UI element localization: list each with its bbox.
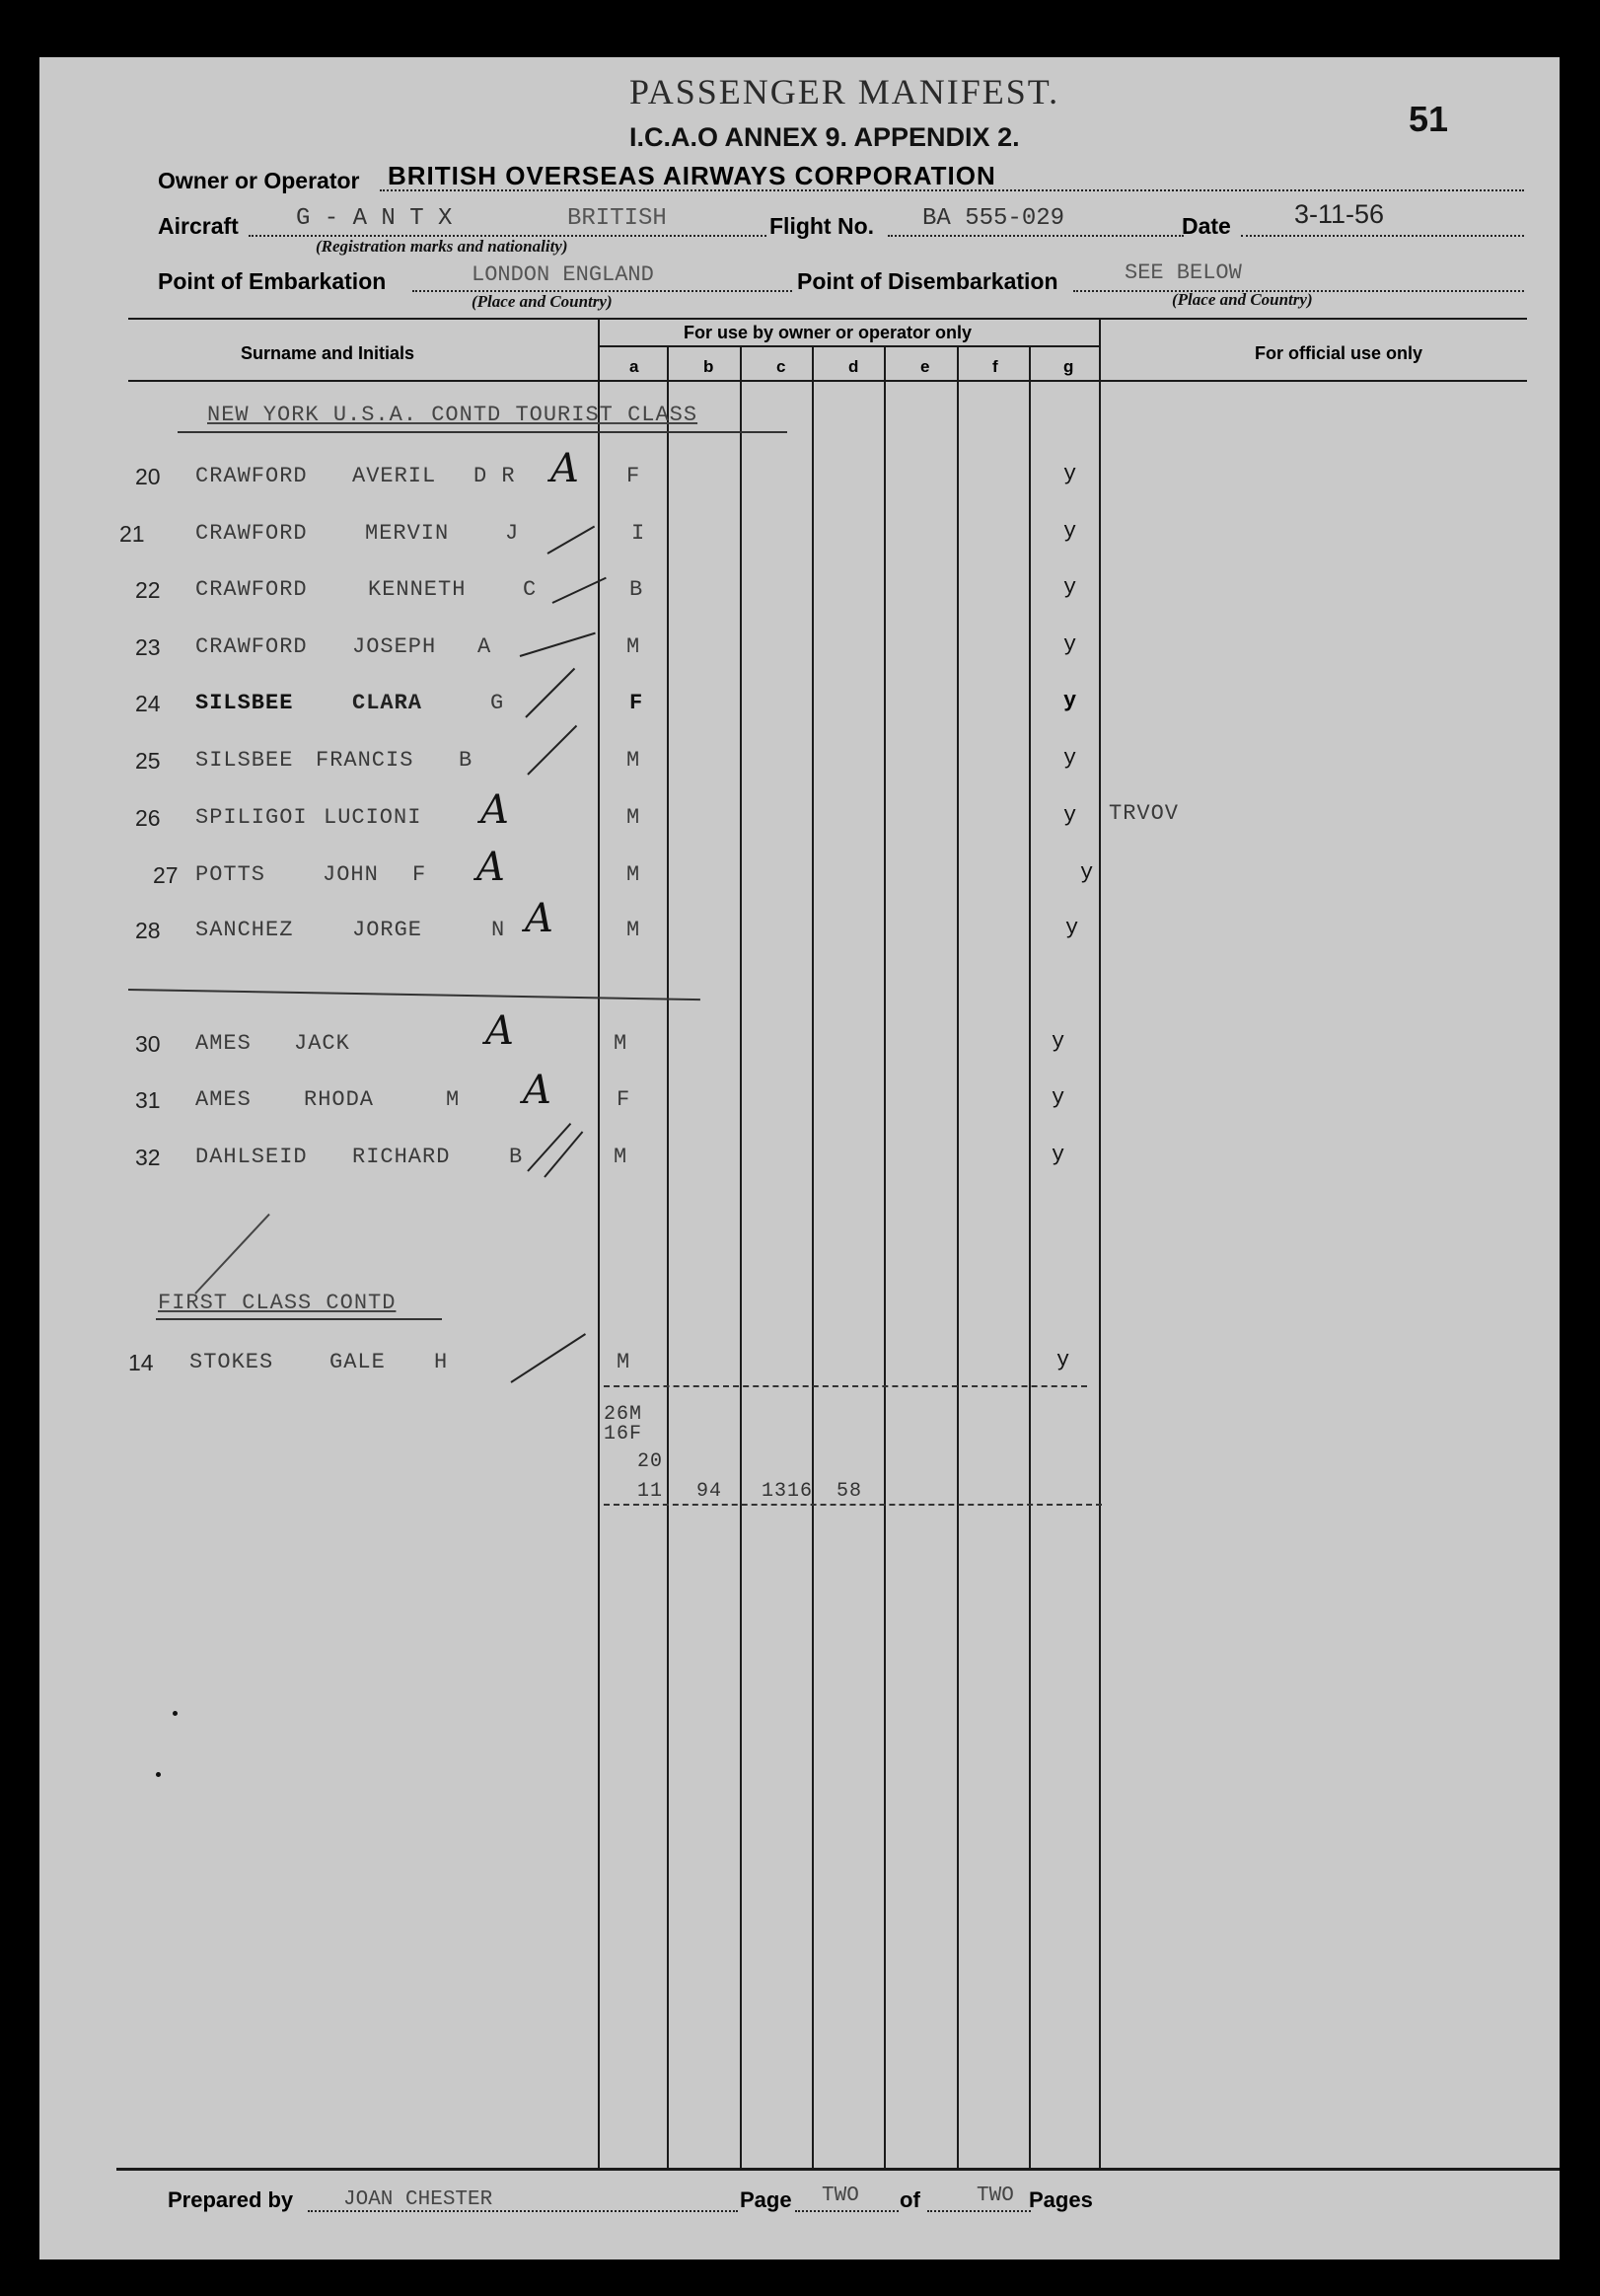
disembark-value: SEE BELOW [1125, 260, 1242, 285]
row-first-name: JOSEPH [352, 634, 437, 659]
col-rule-8 [1099, 318, 1101, 2168]
row-first-name: KENNETH [368, 577, 467, 602]
totals-col-b: 94 [696, 1480, 723, 1503]
col-rule-7 [1029, 345, 1031, 2168]
row-col-a: F [629, 691, 644, 715]
flight-line [888, 235, 1184, 237]
col-rule-2 [667, 345, 669, 2168]
of-value: TWO [977, 2185, 1014, 2207]
row-col-a: M [626, 748, 641, 773]
row-col-g: y [1052, 1085, 1066, 1110]
totals-a-sub2: 11 [637, 1480, 664, 1503]
prepared-value: JOAN CHESTER [343, 2188, 493, 2211]
first-row-number: 14 [128, 1350, 154, 1375]
aircraft-value: G - A N T X [296, 205, 453, 232]
row-col-g: y [1080, 860, 1095, 885]
row-col-g: y [1063, 575, 1078, 600]
row-col-a: M [614, 1145, 628, 1169]
row-col-a: M [626, 918, 641, 942]
flight-value: BA 555-029 [922, 205, 1065, 232]
col-e-header: e [920, 357, 930, 376]
row-surname: CRAWFORD [195, 521, 308, 546]
row-surname: SPILIGOI [195, 805, 308, 830]
table-header-bottom-rule [128, 380, 1527, 382]
aircraft-label: Aircraft [158, 213, 239, 239]
totals-dash-line [604, 1385, 1087, 1387]
stray-dot [173, 1711, 178, 1716]
row-col-a: M [614, 1031, 628, 1056]
surname-header: Surname and Initials [241, 343, 415, 363]
page-number: 51 [1409, 99, 1449, 139]
page-line [795, 2210, 899, 2212]
row-first-name: CLARA [352, 691, 423, 715]
totals-col-c: 1316 [762, 1480, 814, 1503]
row-surname: SANCHEZ [195, 918, 294, 942]
row-check-mark: A [476, 845, 505, 890]
col-g-header: g [1063, 357, 1074, 376]
row-col-g: y [1063, 689, 1078, 713]
aircraft-nationality: BRITISH [567, 205, 667, 232]
page-subtitle: I.C.A.O ANNEX 9. APPENDIX 2. [629, 122, 1020, 152]
first-row-col-a: M [617, 1350, 631, 1374]
first-row-col-g: y [1056, 1348, 1071, 1372]
row-col-a: M [626, 862, 641, 887]
row-initials: B [509, 1145, 524, 1169]
row-number: 30 [135, 1031, 161, 1057]
first-row-initials: H [434, 1350, 449, 1374]
row-col-a: F [617, 1087, 631, 1112]
row-initials: B [459, 748, 473, 773]
col-c-header: c [776, 357, 786, 376]
row-first-name: JORGE [352, 918, 423, 942]
first-row-surname: STOKES [189, 1350, 274, 1374]
row-initials: C [523, 577, 538, 602]
date-label: Date [1182, 213, 1231, 239]
row-number: 20 [135, 464, 161, 489]
row-col-a: B [629, 577, 644, 602]
embark-label: Point of Embarkation [158, 268, 387, 294]
row-check-mark: A [480, 787, 509, 833]
row-surname: SILSBEE [195, 748, 294, 773]
col-a-header: a [629, 357, 639, 376]
row-initials: A [477, 634, 492, 659]
row-number: 22 [135, 577, 161, 603]
row-initials: J [505, 521, 520, 546]
col-b-header: b [703, 357, 714, 376]
row-number: 31 [135, 1087, 161, 1113]
row-number: 25 [135, 748, 161, 774]
row-col-a: F [626, 464, 641, 488]
row-check-mark: A [525, 896, 553, 941]
footer-rule [116, 2168, 1560, 2171]
totals-dash-line-2 [604, 1504, 1102, 1506]
row-col-g: y [1063, 632, 1078, 657]
row-official-note: TRVOV [1109, 801, 1180, 826]
operator-header-rule [600, 345, 1101, 347]
row-first-name: JOHN [323, 862, 379, 887]
disembark-note: (Place and Country) [1172, 290, 1313, 309]
totals-a-sub: 20 [637, 1450, 664, 1473]
table-top-rule [128, 318, 1527, 320]
row-check-mark: A [523, 1068, 551, 1113]
registration-note: (Registration marks and nationality) [316, 237, 568, 256]
row-number: 27 [153, 862, 179, 888]
row-first-name: LUCIONI [324, 805, 422, 830]
row-col-a: I [631, 521, 646, 546]
row-surname: AMES [195, 1031, 252, 1056]
row-col-g: y [1065, 916, 1080, 940]
totals-female: 16F [604, 1423, 643, 1445]
row-first-name: RICHARD [352, 1145, 451, 1169]
date-line [1241, 235, 1524, 237]
page-value: TWO [822, 2185, 859, 2207]
row-surname: AMES [195, 1087, 252, 1112]
col-rule-4 [812, 345, 814, 2168]
col-d-header: d [848, 357, 859, 376]
row-initials: M [446, 1087, 461, 1112]
section-tourist-underline [178, 431, 787, 433]
embark-note: (Place and Country) [472, 292, 613, 311]
row-col-g: y [1063, 519, 1078, 544]
of-label: of [900, 2187, 920, 2212]
row-check-mark: A [485, 1008, 514, 1054]
row-number: 32 [135, 1145, 161, 1170]
row-col-a: M [626, 805, 641, 830]
date-value: 3-11-56 [1294, 199, 1385, 229]
page-label: Page [740, 2187, 792, 2212]
owner-value: BRITISH OVERSEAS AIRWAYS CORPORATION [388, 161, 996, 190]
row-surname: SILSBEE [195, 691, 294, 715]
col-rule-1 [598, 318, 600, 2168]
embark-value: LONDON ENGLAND [472, 262, 654, 287]
row-first-name: FRANCIS [316, 748, 414, 773]
row-col-g: y [1063, 746, 1078, 771]
col-f-header: f [992, 357, 998, 376]
row-first-name: RHODA [304, 1087, 375, 1112]
row-number: 24 [135, 691, 161, 716]
pages-label: Pages [1029, 2187, 1093, 2212]
row-col-g: y [1063, 803, 1078, 828]
row-col-g: y [1063, 462, 1078, 486]
totals-male: 26M [604, 1403, 643, 1426]
row-initials: D R [473, 464, 516, 488]
of-line [927, 2210, 1031, 2212]
row-number: 23 [135, 634, 161, 660]
owner-label: Owner or Operator [158, 168, 360, 193]
row-check-mark: A [550, 446, 579, 491]
section-first: FIRST CLASS CONTD [158, 1291, 397, 1315]
stray-dot [156, 1772, 161, 1777]
row-initials: F [412, 862, 427, 887]
row-surname: DAHLSEID [195, 1145, 308, 1169]
first-row-first-name: GALE [329, 1350, 386, 1374]
operator-header: For use by owner or operator only [684, 323, 973, 342]
prepared-label: Prepared by [168, 2187, 294, 2212]
section-tourist: NEW YORK U.S.A. CONTD TOURIST CLASS [207, 403, 698, 427]
row-initials: N [491, 918, 506, 942]
row-surname: POTTS [195, 862, 266, 887]
row-col-g: y [1052, 1029, 1066, 1054]
row-initials: G [490, 691, 505, 715]
disembark-label: Point of Disembarkation [797, 268, 1058, 294]
col-rule-3 [740, 345, 742, 2168]
section-first-underline [156, 1318, 442, 1320]
totals-col-d: 58 [836, 1480, 863, 1503]
flight-label: Flight No. [769, 213, 875, 239]
row-col-a: M [626, 634, 641, 659]
row-surname: CRAWFORD [195, 577, 308, 602]
row-number: 26 [135, 805, 161, 831]
row-number: 21 [119, 521, 145, 547]
row-first-name: AVERIL [352, 464, 437, 488]
page-title: PASSENGER MANIFEST. [629, 72, 1060, 111]
row-surname: CRAWFORD [195, 634, 308, 659]
official-header: For official use only [1255, 343, 1423, 363]
row-number: 28 [135, 918, 161, 943]
col-rule-5 [884, 345, 886, 2168]
row-first-name: MERVIN [365, 521, 450, 546]
row-first-name: JACK [294, 1031, 350, 1056]
row-col-g: y [1052, 1143, 1066, 1167]
row-surname: CRAWFORD [195, 464, 308, 488]
col-rule-6 [957, 345, 959, 2168]
